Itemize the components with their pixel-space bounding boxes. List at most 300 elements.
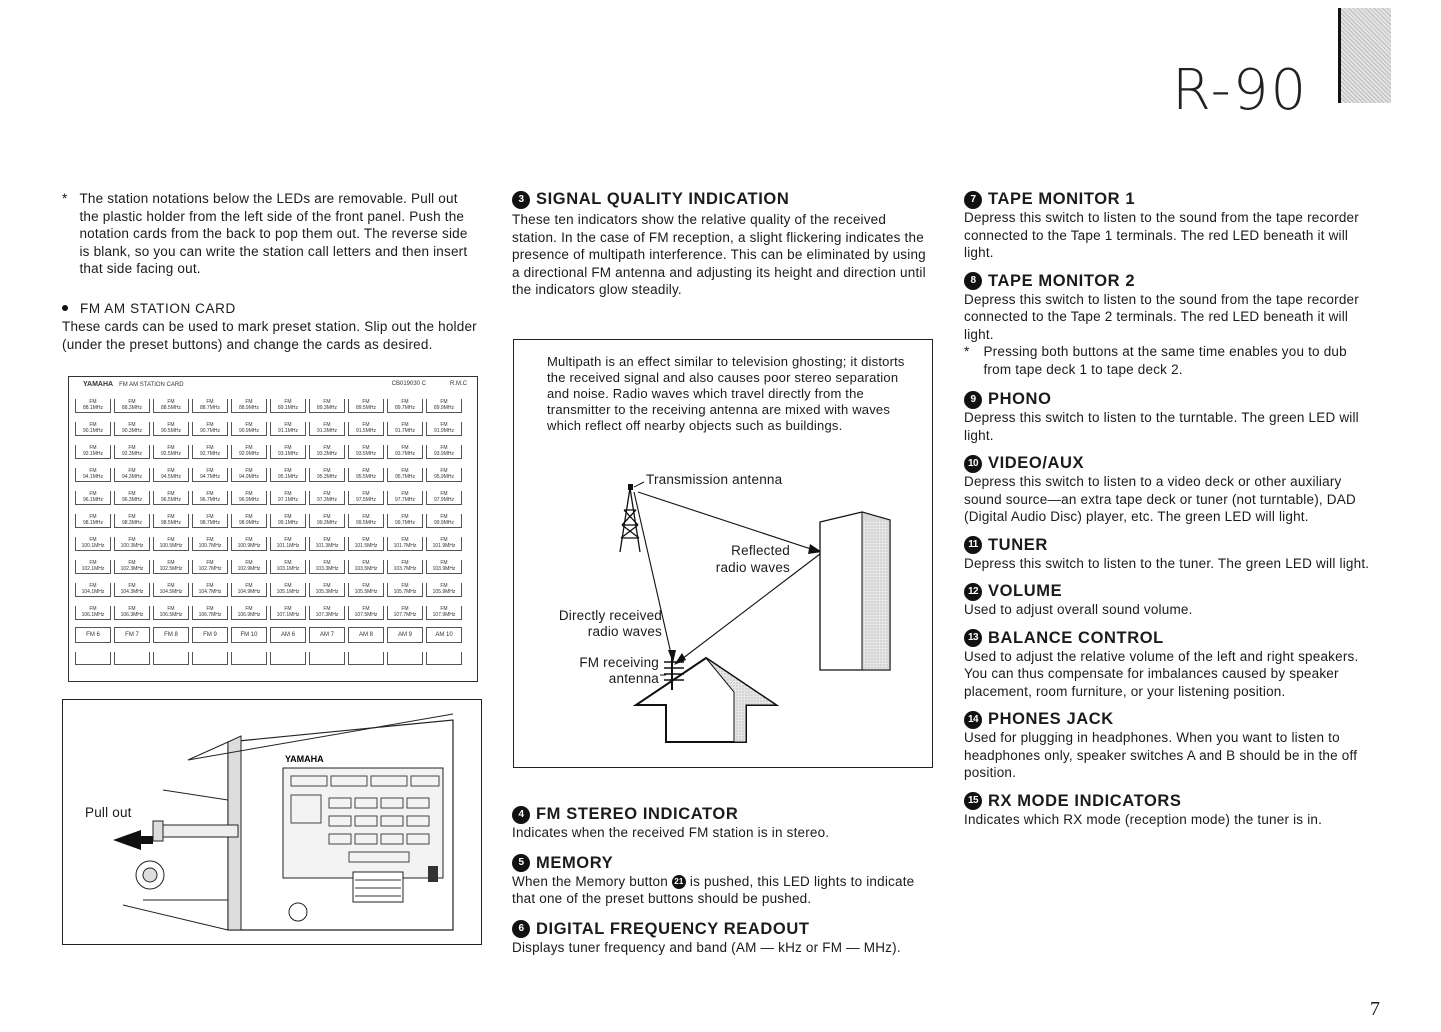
- slot-band-label: FM: [401, 491, 409, 497]
- station-slot: [114, 491, 150, 505]
- station-slot: [153, 399, 189, 413]
- slot-band-label: FM: [323, 514, 331, 520]
- station-slot: [348, 560, 384, 574]
- slot-frequency: 107.5MHz: [354, 612, 378, 618]
- slot-frequency: 94.9MHz: [238, 474, 259, 480]
- slot-band-label: FM: [89, 399, 97, 405]
- slot-frequency: 101.5MHz: [354, 543, 378, 549]
- section-title-fm-stereo: FM STEREO INDICATOR: [536, 805, 739, 823]
- slot-band-label: FM: [245, 583, 253, 589]
- blank-slot: [309, 652, 345, 665]
- middle-column-top: [512, 190, 932, 299]
- slot-frequency: 90.7MHz: [199, 428, 220, 434]
- station-slot: [192, 514, 228, 528]
- slot-band-label: FM: [284, 445, 292, 451]
- station-slot: [309, 399, 345, 413]
- station-slot: [75, 560, 111, 574]
- station-slot: [114, 560, 150, 574]
- station-slot: [270, 445, 306, 459]
- station-slot: [348, 422, 384, 436]
- slot-frequency: 93.9MHz: [433, 451, 454, 457]
- station-slot: [75, 491, 111, 505]
- memory-button-ref: 21: [672, 875, 686, 889]
- station-slot: [426, 422, 462, 436]
- section-heading-rx-mode: [964, 792, 1376, 811]
- slot-frequency: 100.9MHz: [237, 543, 261, 549]
- station-slot: [231, 606, 267, 620]
- slot-frequency: 89.9MHz: [433, 405, 454, 411]
- slot-band-label: FM: [323, 468, 331, 474]
- station-slot: [309, 491, 345, 505]
- video-aux-text: Depress this switch to listen to a video deck or other auxiliary sound source—an extra tape deck or tuner (not turntable), DAD (Digital Audio Disc) player, etc. The green LED will light.: [964, 474, 1356, 524]
- blank-slot: [231, 652, 267, 665]
- label-reflected-2: radio waves: [715, 560, 790, 575]
- slot-band-label: FM: [362, 537, 370, 543]
- station-slot: [387, 537, 423, 551]
- slot-frequency: 96.9MHz: [238, 497, 259, 503]
- section-number-15: 15: [964, 792, 982, 810]
- section-number-11: 11: [964, 536, 982, 554]
- receiver-drawing: [63, 700, 481, 944]
- slot-band-label: FM: [167, 399, 175, 405]
- slot-band-label: FM: [401, 514, 409, 520]
- slot-band-label: FM: [167, 606, 175, 612]
- card-title: FM AM STATION CARD: [119, 381, 184, 388]
- station-slot: [309, 606, 345, 620]
- section-memory: [512, 854, 932, 908]
- removable-note-text: The station notations below the LEDs are removable. Pull out the plastic holder from the left side of the front panel. Push the notation cards from the back to pop them out. The reverse side is blank, so you can write the station call letters and then insert that side facing out.: [79, 191, 468, 276]
- card-heading: [62, 300, 482, 318]
- slot-band-label: FM: [284, 537, 292, 543]
- tape-2-note-bullet: *: [964, 344, 970, 359]
- slot-band-label: FM: [206, 560, 214, 566]
- station-tab: AM 9: [387, 627, 423, 643]
- slot-band-label: FM: [167, 583, 175, 589]
- station-slot: [270, 468, 306, 482]
- slot-band-label: FM: [440, 514, 448, 520]
- slot-band-label: FM: [128, 537, 136, 543]
- slot-band-label: FM: [323, 491, 331, 497]
- phones-text: Used for plugging in headphones. When you want to listen to headphones only, speaker switches A and B should be in the off position.: [964, 730, 1358, 780]
- station-slot: [348, 537, 384, 551]
- station-slot: [75, 606, 111, 620]
- station-slot: [114, 468, 150, 482]
- slot-band-label: FM: [440, 537, 448, 543]
- slot-frequency: 89.7MHz: [394, 405, 415, 411]
- slot-band-label: FM: [362, 560, 370, 566]
- slot-band-label: FM: [323, 445, 331, 451]
- blank-slot: [153, 652, 189, 665]
- station-slot: [309, 445, 345, 459]
- slot-band-label: FM: [362, 606, 370, 612]
- section-number-9: 9: [964, 391, 982, 409]
- card-brand: YAMAHA: [83, 380, 114, 388]
- section-title-balance: BALANCE CONTROL: [988, 628, 1164, 647]
- station-slot: [192, 399, 228, 413]
- station-card-grid: [69, 391, 477, 668]
- slot-frequency: 91.1MHz: [277, 428, 298, 434]
- slot-band-label: FM: [128, 491, 136, 497]
- station-slot: [114, 583, 150, 597]
- slot-band-label: FM: [440, 606, 448, 612]
- slot-band-label: FM: [401, 422, 409, 428]
- slot-band-label: FM: [167, 445, 175, 451]
- section-number-14: 14: [964, 711, 982, 729]
- station-tab: FM 9: [192, 627, 228, 643]
- slot-band-label: FM: [323, 583, 331, 589]
- station-slot: [387, 399, 423, 413]
- note-bullet: *: [62, 191, 68, 206]
- blank-slot: [114, 652, 150, 665]
- station-tab: FM 10: [231, 627, 267, 643]
- station-slot: [75, 514, 111, 528]
- slot-band-label: FM: [440, 445, 448, 451]
- memory-text-a: When the Memory button: [512, 873, 668, 889]
- slot-band-label: FM: [167, 514, 175, 520]
- station-slot: [192, 537, 228, 551]
- station-slot: [153, 560, 189, 574]
- slot-band-label: FM: [284, 606, 292, 612]
- slot-band-label: FM: [89, 514, 97, 520]
- phono-text: Depress this switch to listen to the turntable. The green LED will light.: [964, 410, 1359, 443]
- slot-frequency: 88.3MHz: [121, 405, 142, 411]
- station-slot: [426, 468, 462, 482]
- slot-band-label: FM: [401, 468, 409, 474]
- multipath-text: Multipath is an effect similar to television ghosting; it distorts the received signal and also causes poor stereo separation and noise. Radio waves which travel directly from the transmitter to the receiving antenna are mixed with waves which reflect off nearby objects such as buildings.: [547, 354, 905, 433]
- section-digital-readout: [512, 920, 932, 957]
- station-slot: [309, 468, 345, 482]
- slot-frequency: 98.9MHz: [238, 520, 259, 526]
- station-slot: [348, 399, 384, 413]
- station-slot: [231, 491, 267, 505]
- card-description: These cards can be used to mark preset station. Slip out the holder (under the preset buttons) and change the cards as desired.: [62, 319, 477, 352]
- slot-band-label: FM: [167, 468, 175, 474]
- blank-slot: [348, 652, 384, 665]
- section-number-4: 4: [512, 806, 530, 824]
- label-reflected-1: Reflected: [731, 543, 790, 558]
- slot-frequency: 101.3MHz: [315, 543, 339, 549]
- station-slot: [192, 583, 228, 597]
- slot-frequency: 90.9MHz: [238, 428, 259, 434]
- station-slot: [75, 422, 111, 436]
- slot-band-label: FM: [128, 399, 136, 405]
- slot-frequency: 103.5MHz: [354, 566, 378, 572]
- station-slot: [426, 399, 462, 413]
- memory-text-b: is pushed, this LED lights to indicate that one of the preset buttons should be pushed.: [512, 873, 915, 906]
- slot-frequency: 106.5MHz: [159, 612, 183, 618]
- station-slot: [270, 537, 306, 551]
- station-slot: [348, 606, 384, 620]
- slot-frequency: 106.3MHz: [120, 612, 144, 618]
- section-tape-monitor-2: [964, 272, 1376, 379]
- slot-frequency: 107.1MHz: [276, 612, 300, 618]
- section-number-12: 12: [964, 583, 982, 601]
- slot-frequency: 107.3MHz: [315, 612, 339, 618]
- section-heading-tape-1: [964, 190, 1376, 209]
- slot-band-label: FM: [284, 514, 292, 520]
- slot-frequency: 103.7MHz: [393, 566, 417, 572]
- section-title-volume: VOLUME: [988, 582, 1063, 600]
- station-slot: [192, 491, 228, 505]
- station-slot: [426, 606, 462, 620]
- right-column: [964, 190, 1376, 838]
- slot-band-label: FM: [245, 606, 253, 612]
- section-balance: [964, 629, 1376, 701]
- slot-band-label: FM: [323, 606, 331, 612]
- station-slot: [114, 422, 150, 436]
- section-title-memory: MEMORY: [536, 853, 614, 872]
- slot-frequency: 97.7MHz: [394, 497, 415, 503]
- slot-band-label: FM: [206, 468, 214, 474]
- slot-frequency: 102.1MHz: [81, 566, 105, 572]
- section-phono: [964, 390, 1376, 444]
- station-slot: [192, 560, 228, 574]
- slot-band-label: FM: [401, 606, 409, 612]
- slot-band-label: FM: [401, 399, 409, 405]
- section-title-signal-quality: SIGNAL QUALITY INDICATION: [536, 190, 790, 208]
- slot-band-label: FM: [89, 445, 97, 451]
- slot-frequency: 91.5MHz: [355, 428, 376, 434]
- slot-band-label: FM: [167, 537, 175, 543]
- slot-frequency: 100.7MHz: [198, 543, 222, 549]
- blank-slot: [75, 652, 111, 665]
- station-tab: FM 8: [153, 627, 189, 643]
- station-slot: [153, 422, 189, 436]
- slot-band-label: FM: [284, 491, 292, 497]
- slot-frequency: 99.9MHz: [433, 520, 454, 526]
- slot-frequency: 92.1MHz: [82, 451, 103, 457]
- slot-band-label: FM: [284, 560, 292, 566]
- station-slot: [231, 583, 267, 597]
- station-slot: [270, 491, 306, 505]
- slot-band-label: FM: [89, 560, 97, 566]
- slot-band-label: FM: [206, 606, 214, 612]
- slot-band-label: FM: [362, 514, 370, 520]
- slot-band-label: FM: [323, 422, 331, 428]
- section-title-tape-1: TAPE MONITOR 1: [988, 190, 1136, 208]
- section-heading-video-aux: [964, 454, 1376, 473]
- slot-frequency: 97.1MHz: [277, 497, 298, 503]
- station-slot: [114, 514, 150, 528]
- section-title-digital-readout: DIGITAL FREQUENCY READOUT: [536, 919, 810, 938]
- section-heading-balance: [964, 629, 1376, 648]
- slot-frequency: 98.5MHz: [160, 520, 181, 526]
- station-slot: [270, 422, 306, 436]
- station-slot: [426, 583, 462, 597]
- section-tape-monitor-1: [964, 190, 1376, 262]
- slot-frequency: 93.5MHz: [355, 451, 376, 457]
- label-fm-2: antenna: [608, 671, 659, 686]
- slot-frequency: 102.7MHz: [198, 566, 222, 572]
- bullet-dot-icon: [62, 305, 68, 311]
- label-direct-2: radio waves: [587, 624, 662, 639]
- slot-frequency: 88.5MHz: [160, 405, 181, 411]
- label-transmission-antenna: Transmission antenna: [646, 472, 783, 487]
- slot-frequency: 103.3MHz: [315, 566, 339, 572]
- slot-band-label: FM: [128, 445, 136, 451]
- station-slot: [192, 422, 228, 436]
- slot-frequency: 96.5MHz: [160, 497, 181, 503]
- slot-band-label: FM: [323, 537, 331, 543]
- station-slot: [348, 445, 384, 459]
- receiver-illustration: [62, 699, 482, 945]
- slot-band-label: FM: [206, 514, 214, 520]
- blank-slot: [192, 652, 228, 665]
- slot-frequency: 93.1MHz: [277, 451, 298, 457]
- station-slot: [153, 583, 189, 597]
- station-slot: [231, 468, 267, 482]
- slot-frequency: 104.9MHz: [237, 589, 261, 595]
- slot-frequency: 104.7MHz: [198, 589, 222, 595]
- station-slot: [309, 514, 345, 528]
- slot-frequency: 107.9MHz: [432, 612, 456, 618]
- slot-frequency: 101.9MHz: [432, 543, 456, 549]
- slot-band-label: FM: [284, 468, 292, 474]
- station-slot: [387, 491, 423, 505]
- slot-frequency: 92.5MHz: [160, 451, 181, 457]
- slot-band-label: FM: [245, 445, 253, 451]
- slot-frequency: 96.3MHz: [121, 497, 142, 503]
- slot-frequency: 94.1MHz: [82, 474, 103, 480]
- slot-band-label: FM: [206, 583, 214, 589]
- station-slot: [153, 606, 189, 620]
- slot-frequency: 98.1MHz: [82, 520, 103, 526]
- slot-frequency: 89.1MHz: [277, 405, 298, 411]
- slot-band-label: FM: [401, 445, 409, 451]
- station-slot: [231, 560, 267, 574]
- slot-frequency: 98.7MHz: [199, 520, 220, 526]
- slot-frequency: 99.5MHz: [355, 520, 376, 526]
- station-tab: FM 6: [75, 627, 111, 643]
- slot-band-label: FM: [440, 399, 448, 405]
- slot-frequency: 104.1MHz: [81, 589, 105, 595]
- slot-frequency: 107.7MHz: [393, 612, 417, 618]
- slot-band-label: FM: [323, 560, 331, 566]
- blank-slot: [426, 652, 462, 665]
- station-slot: [270, 514, 306, 528]
- multipath-box: [513, 339, 933, 768]
- slot-frequency: 104.5MHz: [159, 589, 183, 595]
- slot-band-label: FM: [362, 468, 370, 474]
- slot-frequency: 105.9MHz: [432, 589, 456, 595]
- slot-band-label: FM: [89, 468, 97, 474]
- station-slot: [153, 491, 189, 505]
- section-title-phono: PHONO: [988, 390, 1052, 408]
- section-number-7: 7: [964, 191, 982, 209]
- station-tab: AM 8: [348, 627, 384, 643]
- station-slot: [309, 422, 345, 436]
- slot-frequency: 88.7MHz: [199, 405, 220, 411]
- section-number-5: 5: [512, 854, 530, 872]
- slot-band-label: FM: [440, 491, 448, 497]
- section-heading-fm-stereo: [512, 805, 932, 824]
- section-number-8: 8: [964, 272, 982, 290]
- section-number-6: 6: [512, 920, 530, 938]
- slot-frequency: 94.7MHz: [199, 474, 220, 480]
- section-heading-digital-readout: [512, 920, 932, 939]
- slot-band-label: FM: [89, 422, 97, 428]
- section-title-tuner: TUNER: [988, 535, 1048, 554]
- station-slot: [75, 468, 111, 482]
- blank-slot: [387, 652, 423, 665]
- slot-frequency: 98.3MHz: [121, 520, 142, 526]
- slot-frequency: 102.5MHz: [159, 566, 183, 572]
- middle-column-bottom: [512, 805, 932, 966]
- station-slot: [426, 445, 462, 459]
- station-slot: [348, 514, 384, 528]
- station-slot: [387, 583, 423, 597]
- slot-band-label: FM: [362, 399, 370, 405]
- slot-frequency: 106.9MHz: [237, 612, 261, 618]
- section-fm-stereo: [512, 805, 932, 842]
- station-slot: [192, 606, 228, 620]
- slot-frequency: 99.7MHz: [394, 520, 415, 526]
- slot-band-label: FM: [89, 491, 97, 497]
- slot-band-label: FM: [245, 468, 253, 474]
- slot-frequency: 100.5MHz: [159, 543, 183, 549]
- card-code: CB019030 C: [391, 381, 426, 387]
- slot-band-label: FM: [89, 583, 97, 589]
- slot-band-label: FM: [206, 537, 214, 543]
- memory-text: [512, 873, 932, 908]
- slot-frequency: 96.1MHz: [82, 497, 103, 503]
- slot-frequency: 103.1MHz: [276, 566, 300, 572]
- station-slot: [153, 445, 189, 459]
- tape-2-note: [964, 343, 1376, 378]
- slot-frequency: 97.5MHz: [355, 497, 376, 503]
- station-slot: [114, 399, 150, 413]
- slot-band-label: FM: [440, 560, 448, 566]
- slot-frequency: 90.5MHz: [160, 428, 181, 434]
- slot-band-label: FM: [245, 399, 253, 405]
- slot-band-label: FM: [206, 491, 214, 497]
- fm-stereo-text: Indicates when the received FM station is in stereo.: [512, 825, 830, 840]
- station-slot: [309, 583, 345, 597]
- station-tab: AM 6: [270, 627, 306, 643]
- slot-frequency: 95.1MHz: [277, 474, 298, 480]
- slot-band-label: FM: [362, 583, 370, 589]
- slot-band-label: FM: [245, 491, 253, 497]
- slot-band-label: FM: [89, 537, 97, 543]
- signal-quality-text: These ten indicators show the relative quality of the received station. In the case of FM reception, a slight flickering indicates the presence of multipath interference. This can be eliminated by using a directional FM antenna and adjusting its height and direction until the indicators glow steadily.: [512, 212, 926, 297]
- section-tuner: [964, 536, 1376, 573]
- tape-2-note-text: Pressing both buttons at the same time enables you to dub from tape deck 1 to tape deck 2.: [983, 344, 1347, 377]
- slot-frequency: 90.1MHz: [82, 428, 103, 434]
- slot-frequency: 95.5MHz: [355, 474, 376, 480]
- rx-mode-text: Indicates which RX mode (reception mode) the tuner is in.: [964, 811, 1323, 827]
- slot-band-label: FM: [440, 468, 448, 474]
- station-slot: [114, 606, 150, 620]
- slot-frequency: 102.3MHz: [120, 566, 144, 572]
- slot-frequency: 89.5MHz: [355, 405, 376, 411]
- slot-frequency: 91.3MHz: [316, 428, 337, 434]
- slot-band-label: FM: [206, 399, 214, 405]
- balance-text: Used to adjust the relative volume of the left and right speakers. You can thus compensate for imbalances caused by speaker placement, room furniture, or your listening position.: [964, 648, 1359, 699]
- section-heading-phono: [964, 390, 1376, 409]
- slot-band-label: FM: [128, 468, 136, 474]
- section-heading-tape-2: [964, 272, 1376, 291]
- slot-band-label: FM: [401, 583, 409, 589]
- tape-1-text: Depress this switch to listen to the sound from the tape recorder connected to the Tape 1 terminals. The red LED beneath it will light.: [964, 210, 1359, 260]
- section-number-13: 13: [964, 629, 982, 647]
- slot-band-label: FM: [128, 606, 136, 612]
- slot-frequency: 100.3MHz: [120, 543, 144, 549]
- slot-frequency: 88.1MHz: [82, 405, 103, 411]
- slot-frequency: 91.7MHz: [394, 428, 415, 434]
- slot-frequency: 105.5MHz: [354, 589, 378, 595]
- station-slot: [348, 491, 384, 505]
- station-slot: [153, 537, 189, 551]
